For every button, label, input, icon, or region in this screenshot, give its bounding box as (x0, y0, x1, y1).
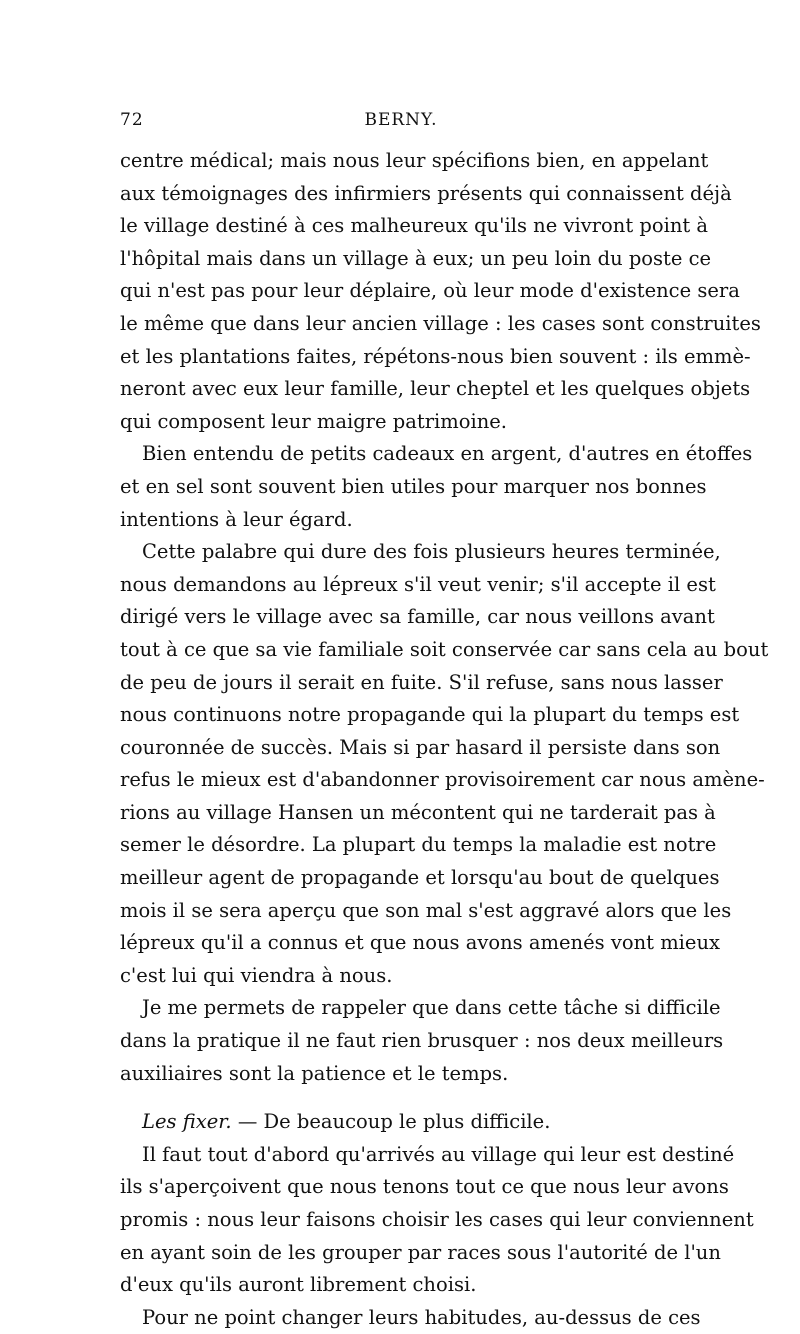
text-line: et les plantations faites, répétons-nous bien souvent : ils emmè- (120, 344, 751, 368)
text-line: meilleur agent de propagande et lorsqu'au bout de quelques (120, 866, 720, 890)
text-line: Je me permets de rappeler que dans cette tâche si difficile (142, 996, 721, 1020)
text-line: neront avec eux leur famille, leur cheptel et les quelques objets (120, 377, 751, 401)
text-line: semer le désordre. La plupart du temps la maladie est notre (120, 833, 717, 857)
text-line: rions au village Hansen un mécontent qui ne tarderait pas à (120, 800, 716, 824)
text-line: intentions à leur égard. (120, 507, 353, 531)
text-line: qui composent leur maigre patrimoine. (120, 409, 508, 433)
text-line: et en sel sont souvent bien utiles pour marquer nos bonnes (120, 474, 707, 498)
page-header (120, 110, 682, 134)
text-line: couronnée de succès. Mais si par hasard il persiste dans son (120, 735, 721, 759)
running-head: BERNY. (364, 110, 438, 130)
text-line: c'est lui qui viendra à nous. (120, 963, 393, 987)
text-line: Cette palabre qui dure des fois plusieurs heures terminée, (142, 540, 721, 564)
text-line: d'eux qu'ils auront librement choisi. (120, 1273, 477, 1297)
text-line: Il faut tout d'abord qu'arrivés au village qui leur est destiné (142, 1142, 735, 1166)
text-line: lépreux qu'il a connus et que nous avons amenés vont mieux (120, 931, 721, 955)
text-line: Pour ne point changer leurs habitudes, au-dessus de ces (142, 1305, 701, 1329)
text-line: de peu de jours il serait en fuite. S'il refuse, sans nous lasser (120, 670, 723, 694)
text-line: le même que dans leur ancien village : les cases sont construites (120, 311, 761, 335)
text-line: centre médical; mais nous leur spécifions bien, en appelant (120, 149, 709, 172)
text-line: refus le mieux est d'abandonner provisoirement car nous amène- (120, 768, 765, 792)
text-line: qui n'est pas pour leur déplaire, où leur mode d'existence sera (120, 279, 740, 303)
text-line: tout à ce que sa vie familiale soit conservée car sans cela au bout (120, 637, 769, 661)
text-line: l'hôpital mais dans un village à eux; un peu loin du poste ce (120, 246, 712, 270)
text-line: nous demandons au lépreux s'il veut venir; s'il accepte il est (120, 572, 716, 596)
page-number: 72 (120, 110, 144, 130)
section-lead: Les fixer. (142, 1110, 232, 1134)
text-line: aux témoignages des infirmiers présents qui connaissent déjà (120, 181, 732, 205)
body-text (120, 145, 769, 1334)
text-line: promis : nous leur faisons choisir les cases qui leur conviennent (120, 1208, 754, 1231)
text-line: en ayant soin de les grouper par races sous l'autorité de l'un (120, 1240, 721, 1264)
text-line: mois il se sera aperçu que son mal s'est aggravé alors que les (120, 898, 732, 922)
section-heading-line (120, 1106, 682, 1139)
text-line: auxiliaires sont la patience et le temps. (120, 1061, 509, 1085)
text-line: ils s'aperçoivent que nous tenons tout ce que nous leur avons (120, 1175, 729, 1199)
section-lead-text: — De beaucoup le plus difficile. (231, 1110, 551, 1134)
text-line: Bien entendu de petits cadeaux en argent, d'autres en étoffes (142, 442, 753, 466)
text-line: dirigé vers le village avec sa famille, car nous veillons avant (120, 605, 715, 629)
text-line: le village destiné à ces malheureux qu'ils ne vivront point à (120, 214, 709, 238)
text-line: dans la pratique il ne faut rien brusquer : nos deux meilleurs (120, 1029, 724, 1053)
text-line: nous continuons notre propagande qui la plupart du temps est (120, 703, 740, 727)
